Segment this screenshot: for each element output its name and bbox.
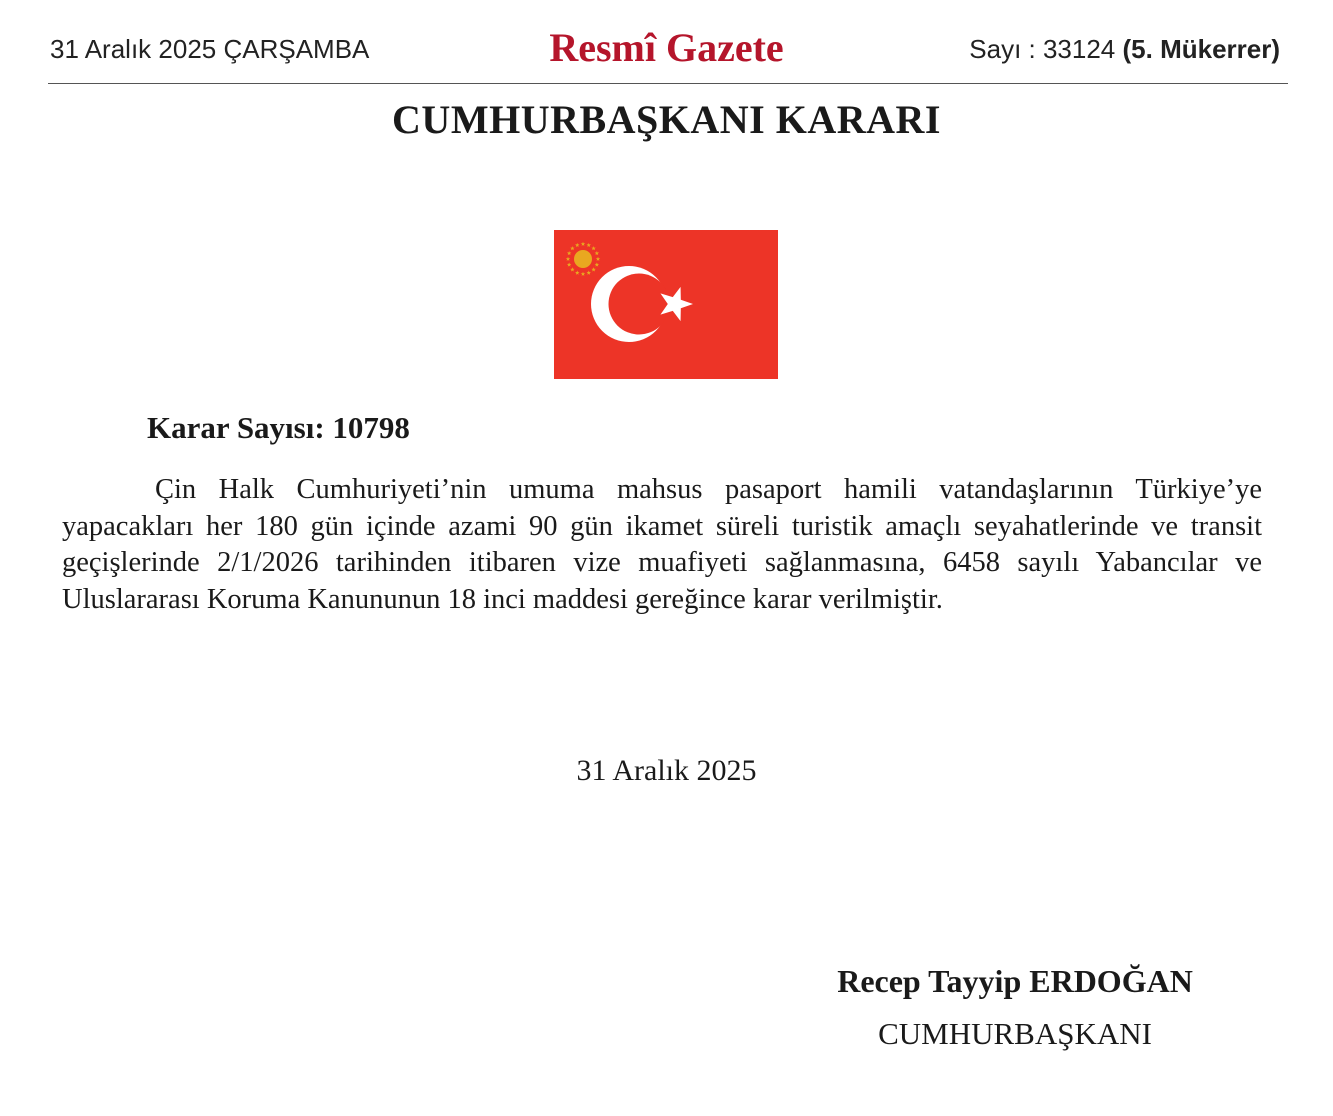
signer-name: Recep Tayyip ERDOĞAN (837, 963, 1193, 999)
issue-date: 31 Aralık 2025 ÇARŞAMBA (50, 34, 370, 64)
decision-number: Karar Sayısı: 10798 (147, 410, 410, 445)
issue-repeat-label: (5. Mükerrer) (1122, 34, 1280, 64)
turkish-flag-icon (554, 230, 778, 379)
issue-number-text: Sayı : 33124 (969, 34, 1116, 64)
crescent-inner (609, 274, 670, 335)
issue-number (969, 34, 1280, 65)
decision-date: 31 Aralık 2025 (576, 754, 757, 787)
header-divider (48, 83, 1288, 84)
document-title: CUMHURBAŞKANI KARARI (392, 97, 941, 142)
decision-text: Çin Halk Cumhuriyeti’nin umuma mahsus pasaport hamili vatandaşlarının Türkiye’ye yapacakları her 180 gün içinde azami 90 gün ikamet süreli turistik amaçlı seyahatlerinde ve transit geçişlerinde 2/1/2026 tarihinden itibaren vize muafiyeti sağlanmasına, 6458 sayılı Yabancılar ve Uluslararası Koruma Kanununun 18 inci maddesi gereğince karar verilmiştir. (62, 474, 1262, 615)
signer-title: CUMHURBAŞKANI (878, 1016, 1152, 1051)
gazette-name: Resmî Gazete (549, 25, 784, 70)
